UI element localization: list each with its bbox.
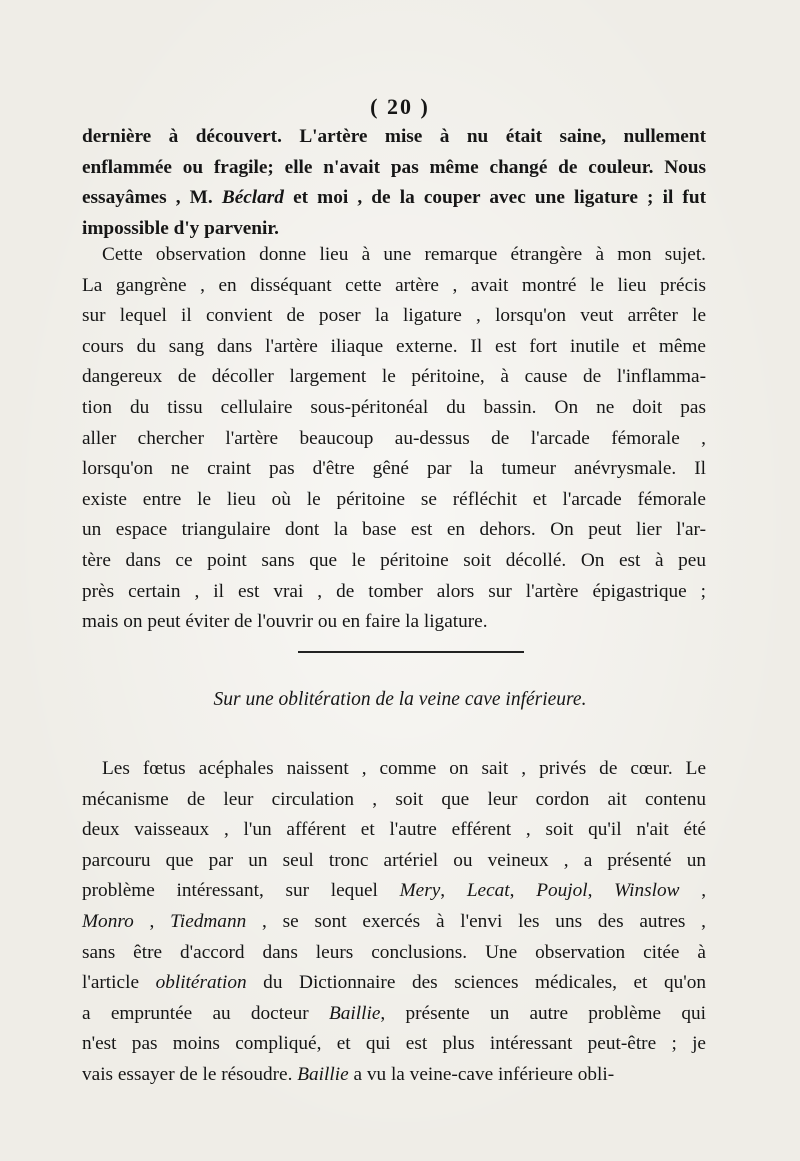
paragraph-3 <box>82 754 706 1091</box>
italic-name: Béclard <box>221 187 284 209</box>
text-line: Les fœtus acéphales naissent , comme on sait , privés de cœur. Le <box>102 758 706 779</box>
section-heading: Sur une oblitération de la veine cave inférieure. <box>213 689 587 710</box>
text-segment: , <box>133 910 171 932</box>
text-segment: , <box>509 880 537 902</box>
text-line: dernière à découvert. L'artère mise à nu était saine, nullement <box>82 126 706 147</box>
paragraph-1 <box>82 122 706 244</box>
text-line: un espace triangulaire dont la base est en dehors. On peut lier l'ar- <box>82 519 706 541</box>
italic-name: Baillie <box>328 1002 381 1024</box>
page-number: ( 20 ) <box>370 94 430 119</box>
text-line: La gangrène , en disséquant cette artère , avait montré le lieu précis <box>82 274 706 296</box>
italic-name: Winslow <box>614 880 680 902</box>
text-line: tion du tissu cellulaire sous-péritonéal du bassin. On ne doit pas <box>82 396 706 418</box>
text-segment: , présente un autre problème qui <box>380 1002 706 1024</box>
text-segment: , se sont exercés à l'envi les uns des autres , <box>246 910 706 932</box>
text-line: deux vaisseaux , l'un afférent et l'autre efférent , soit qu'il n'ait été <box>82 819 706 841</box>
text-segment: vais essayer de le résoudre. <box>82 1063 298 1085</box>
text-line: sur lequel il convient de poser la ligature , lorsqu'on veut arrêter le <box>82 305 706 327</box>
text-segment: problème intéressant, sur lequel <box>82 880 400 902</box>
text-line: n'est pas moins compliqué, et qui est plus intéressant peut-être ; je <box>82 1033 706 1055</box>
text-segment: , <box>587 880 615 902</box>
text-line: existe entre le lieu où le péritoine se réfléchit et l'arcade fémorale <box>82 488 706 510</box>
text-line <box>82 1060 706 1091</box>
text-line: lorsqu'on ne craint pas d'être gêné par la tumeur anévrysmale. Il <box>82 458 706 480</box>
text-line: mécanisme de leur circulation , soit que leur cordon ait contenu <box>82 788 706 810</box>
text-segment: a empruntée au docteur <box>82 1002 329 1024</box>
text-segment: et moi , de la couper avec une ligature ; il fut <box>283 187 706 209</box>
italic-name: Lecat <box>466 880 510 902</box>
italic-name: Poujol <box>536 880 588 902</box>
text-line: dangereux de décoller largement le péritoine, à cause de l'inflamma- <box>82 366 706 388</box>
text-segment: a vu la veine-cave inférieure obli- <box>348 1063 615 1085</box>
text-line <box>82 907 706 938</box>
text-segment: l'article <box>82 972 156 994</box>
text-line <box>82 183 706 214</box>
text-segment: essayâmes , M. <box>82 187 222 209</box>
text-line: parcouru que par un seul tronc artériel ou veineux , a présenté un <box>82 849 706 871</box>
italic-name: Mery <box>399 880 441 902</box>
text-segment: , <box>440 880 467 902</box>
text-line: près certain , il est vrai , de tomber alors sur l'artère épigastrique ; <box>82 580 706 602</box>
text-line <box>82 968 706 999</box>
paragraph-2 <box>82 240 706 638</box>
text-line: Cette observation donne lieu à une remarque étrangère à mon sujet. <box>102 244 706 265</box>
text-line: cours du sang dans l'artère iliaque externe. Il est fort inutile et même <box>82 335 706 357</box>
text-segment: , <box>679 880 707 902</box>
text-line: sans être d'accord dans leurs conclusions. Une observation citée à <box>82 941 706 963</box>
italic-name: Baillie <box>297 1063 349 1085</box>
italic-name: oblitération <box>155 972 247 994</box>
text-line: impossible d'y parvenir. <box>82 217 279 239</box>
text-line: aller chercher l'artère beaucoup au-dessus de l'arcade fémorale , <box>82 427 706 449</box>
italic-name: Tiedmann <box>170 910 247 932</box>
text-line <box>82 999 706 1030</box>
text-line: enflammée ou fragile; elle n'avait pas même changé de couleur. Nous <box>82 156 706 178</box>
text-segment: du Dictionnaire des sciences médicales, et qu'on <box>246 972 706 994</box>
text-line <box>82 876 706 907</box>
text-line: mais on peut éviter de l'ouvrir ou en faire la ligature. <box>82 611 488 633</box>
italic-name: Monro <box>82 910 134 932</box>
text-line: tère dans ce point sans que le péritoine soit décollé. On est à peu <box>82 549 706 571</box>
section-divider <box>298 651 524 653</box>
